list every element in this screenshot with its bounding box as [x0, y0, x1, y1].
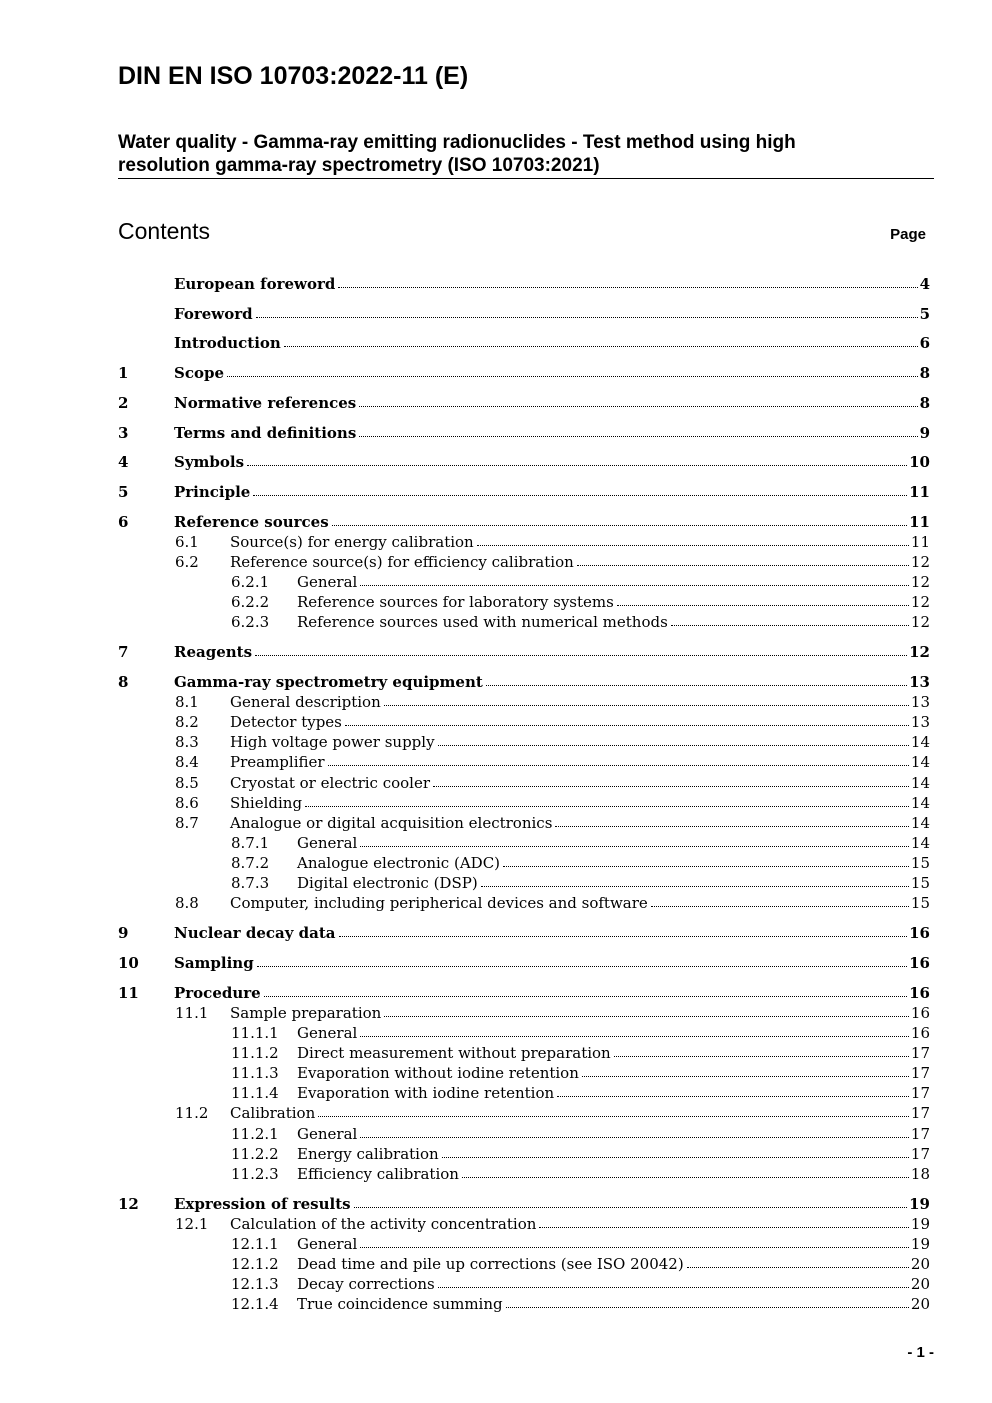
toc-entry-number: 12.1.4 — [231, 1295, 279, 1314]
toc-entry-number: 11.1.4 — [231, 1084, 279, 1103]
toc-dot-leader — [614, 1052, 909, 1057]
toc-entry-number: 8.7.3 — [231, 874, 270, 893]
toc-entry-number: 7 — [118, 643, 129, 662]
toc-dot-leader — [617, 601, 909, 606]
toc-dot-leader — [354, 1203, 908, 1208]
toc-entry-line — [297, 1063, 930, 1083]
toc-dot-leader — [438, 741, 909, 746]
toc-entry-number: 6.1 — [175, 532, 199, 551]
toc-entry-page: 19 — [909, 1194, 930, 1213]
toc-entry-title: Decay corrections — [297, 1275, 435, 1294]
toc-entry-line — [174, 642, 930, 662]
toc-entry[interactable] — [118, 423, 930, 443]
toc-entry-title: Energy calibration — [297, 1144, 439, 1163]
toc-entry[interactable] — [118, 1144, 930, 1164]
toc-entry-line — [297, 572, 930, 592]
toc-entry-title: General — [297, 573, 358, 592]
toc-entry-number: 6.2.2 — [231, 593, 270, 612]
toc-entry-title: Normative references — [174, 393, 357, 412]
toc-entry-line — [174, 333, 930, 353]
toc-entry-title: European foreword — [174, 275, 336, 293]
toc-entry-title: Reagents — [174, 643, 253, 662]
toc-dot-leader — [227, 372, 918, 377]
toc-dot-leader — [539, 1223, 909, 1228]
table-of-contents — [118, 0, 930, 1403]
toc-dot-leader — [359, 432, 917, 437]
toc-entry[interactable] — [118, 552, 930, 572]
toc-entry[interactable] — [118, 953, 930, 973]
toc-dot-leader — [318, 1112, 909, 1117]
toc-entry-number: 11.1 — [175, 1003, 209, 1022]
toc-entry-number: 8.7 — [175, 813, 199, 832]
toc-entry-line — [174, 953, 930, 973]
toc-entry-line — [174, 393, 930, 413]
toc-entry-page: 18 — [910, 1164, 930, 1183]
toc-dot-leader — [359, 402, 917, 407]
toc-entry[interactable] — [118, 773, 930, 793]
footer-page-number: - 1 - — [907, 1344, 934, 1361]
toc-entry-line — [297, 1043, 930, 1063]
toc-entry-number: 11.2 — [175, 1104, 209, 1123]
toc-entry-number: 8.8 — [175, 894, 199, 913]
toc-dot-leader — [582, 1072, 909, 1077]
toc-entry-page: 12 — [910, 573, 930, 592]
toc-dot-leader — [506, 1303, 909, 1308]
toc-entry-number: 11 — [118, 983, 139, 1002]
toc-entry[interactable] — [118, 732, 930, 752]
toc-dot-leader — [462, 1173, 909, 1178]
toc-entry-title: General — [297, 1124, 358, 1143]
toc-entry-title: Computer, including peripherical devices and software — [230, 894, 648, 913]
toc-entry-page: 13 — [909, 672, 930, 691]
toc-entry-line — [230, 893, 930, 913]
toc-entry-page: 17 — [910, 1104, 930, 1123]
toc-entry-title: Dead time and pile up corrections (see ISO 20042) — [297, 1255, 684, 1273]
toc-entry-page: 17 — [910, 1043, 930, 1062]
toc-entry[interactable] — [118, 304, 930, 324]
toc-entry-number: 12.1 — [175, 1214, 209, 1233]
toc-entry-page: 15 — [910, 874, 930, 893]
toc-entry-line — [174, 274, 930, 294]
toc-entry-page: 13 — [910, 713, 930, 732]
toc-entry-number: 8.2 — [175, 713, 199, 732]
toc-entry-page: 14 — [910, 773, 930, 792]
toc-dot-leader — [360, 1133, 909, 1138]
toc-entry[interactable] — [118, 642, 930, 662]
toc-entry[interactable] — [118, 612, 930, 632]
toc-entry-title: Sampling — [174, 953, 254, 972]
toc-entry[interactable] — [118, 1124, 930, 1144]
toc-entry-page: 5 — [919, 304, 930, 323]
toc-dot-leader — [555, 822, 909, 827]
toc-dot-leader — [481, 882, 909, 887]
toc-entry-page: 15 — [910, 894, 930, 913]
toc-entry-number: 11.2.2 — [231, 1144, 279, 1163]
toc-entry-line — [174, 672, 930, 692]
toc-entry[interactable] — [118, 1043, 930, 1063]
toc-entry-page: 19 — [910, 1214, 930, 1233]
toc-entry-line — [174, 983, 930, 1003]
toc-entry-number: 8 — [118, 672, 129, 691]
toc-entry-page: 14 — [910, 793, 930, 812]
toc-entry-title: Calibration — [230, 1104, 316, 1123]
toc-entry[interactable] — [118, 532, 930, 552]
toc-entry-line — [230, 773, 930, 793]
toc-dot-leader — [360, 842, 909, 847]
toc-entry-line — [174, 423, 930, 443]
toc-entry-title: Symbols — [174, 453, 245, 472]
toc-dot-leader — [486, 681, 907, 686]
toc-dot-leader — [257, 962, 907, 967]
toc-entry-number: 12.1.2 — [231, 1255, 279, 1273]
toc-dot-leader — [671, 621, 909, 626]
toc-entry-line — [297, 1234, 930, 1254]
toc-entry[interactable] — [118, 983, 930, 1003]
toc-entry-line — [297, 873, 930, 893]
toc-entry-number: 8.6 — [175, 793, 199, 812]
toc-entry-title: Digital electronic (DSP) — [297, 874, 478, 893]
toc-entry-number: 4 — [118, 453, 129, 472]
toc-entry[interactable] — [118, 873, 930, 893]
toc-entry-number: 8.7.1 — [231, 833, 270, 852]
toc-entry-page: 20 — [910, 1255, 930, 1273]
toc-entry-number: 3 — [118, 423, 129, 442]
toc-entry-page: 8 — [919, 364, 930, 383]
toc-entry-number: 8.1 — [175, 692, 199, 711]
toc-entry[interactable] — [118, 274, 930, 294]
toc-entry-page: 8 — [919, 393, 930, 412]
toc-entry-number: 12.1.3 — [231, 1275, 279, 1294]
toc-entry-page: 17 — [910, 1064, 930, 1083]
toc-entry-title: Calculation of the activity concentration — [230, 1214, 537, 1233]
contents-heading: Contents — [118, 218, 211, 244]
toc-dot-leader — [345, 721, 909, 726]
document-id: DIN EN ISO 10703:2022-11 (E) — [118, 62, 469, 90]
toc-dot-leader — [339, 932, 908, 937]
toc-entry-title: Cryostat or electric cooler — [230, 773, 431, 792]
toc-entry-number: 8.3 — [175, 733, 199, 752]
toc-dot-leader — [305, 802, 909, 807]
toc-dot-leader — [360, 1243, 909, 1248]
toc-entry-line — [174, 452, 930, 472]
toc-entry-number: 2 — [118, 393, 129, 412]
toc-entry-title: Preamplifier — [230, 753, 325, 772]
toc-dot-leader — [360, 1032, 909, 1037]
toc-entry-line — [297, 1274, 930, 1294]
toc-entry-line — [230, 793, 930, 813]
toc-entry-page: 6 — [919, 334, 930, 353]
toc-entry-page: 20 — [910, 1275, 930, 1294]
toc-entry-title: Introduction — [174, 334, 281, 353]
toc-entry-line — [297, 1144, 930, 1164]
toc-entry[interactable] — [118, 452, 930, 472]
toc-entry-line — [297, 1164, 930, 1184]
document-subtitle: Water quality - Gamma-ray emitting radionuclides - Test method using high resolution gamma-ray spectrometry (ISO 10703:2021) — [118, 132, 796, 176]
toc-entry-number: 8.4 — [175, 753, 199, 772]
toc-entry[interactable] — [118, 692, 930, 712]
toc-entry-title: Shielding — [230, 793, 303, 812]
toc-entry-page: 20 — [910, 1295, 930, 1314]
toc-entry-page: 17 — [910, 1084, 930, 1103]
toc-entry-title: Reference sources for laboratory systems — [297, 593, 614, 612]
toc-entry-title: Principle — [174, 482, 251, 501]
toc-entry-title: Efficiency calibration — [297, 1164, 459, 1183]
toc-entry-page: 16 — [910, 1003, 930, 1022]
toc-entry-line — [297, 612, 930, 632]
toc-entry-page: 14 — [910, 733, 930, 752]
toc-entry-page: 19 — [910, 1234, 930, 1253]
toc-entry-number: 6.2 — [175, 552, 199, 571]
toc-entry-title: Foreword — [174, 304, 253, 323]
toc-entry-line — [297, 592, 930, 612]
toc-entry-page: 14 — [910, 813, 930, 832]
toc-dot-leader — [284, 342, 918, 347]
toc-entry-title: Nuclear decay data — [174, 924, 336, 943]
toc-entry-line — [297, 1254, 930, 1274]
toc-entry-title: General description — [230, 692, 381, 711]
toc-entry-number: 11.1.1 — [231, 1023, 279, 1042]
toc-entry-line — [230, 813, 930, 833]
toc-entry[interactable] — [118, 712, 930, 732]
toc-entry-number: 11.2.3 — [231, 1164, 279, 1183]
toc-entry[interactable] — [118, 1254, 930, 1274]
toc-entry[interactable] — [118, 572, 930, 592]
toc-entry-number: 1 — [118, 364, 129, 383]
toc-entry-line — [230, 712, 930, 732]
toc-entry-page: 11 — [910, 532, 930, 551]
toc-entry[interactable] — [118, 1164, 930, 1184]
toc-entry-title: Reference source(s) for efficiency calibration — [230, 552, 574, 571]
toc-entry-title: Analogue or digital acquisition electronics — [230, 813, 553, 832]
toc-entry[interactable] — [118, 893, 930, 913]
toc-entry[interactable] — [118, 363, 930, 383]
toc-entry-title: Terms and definitions — [174, 423, 357, 442]
toc-entry-number: 11.2.1 — [231, 1124, 279, 1143]
toc-entry-number: 11.1.2 — [231, 1043, 279, 1062]
toc-entry-title: Procedure — [174, 983, 261, 1002]
toc-dot-leader — [360, 581, 909, 586]
toc-dot-leader — [503, 862, 909, 867]
toc-entry[interactable] — [118, 512, 930, 532]
toc-entry-line — [297, 1294, 930, 1314]
toc-entry[interactable] — [118, 1214, 930, 1234]
toc-entry-line — [174, 1194, 930, 1214]
toc-dot-leader — [256, 313, 918, 318]
toc-dot-leader — [557, 1092, 909, 1097]
toc-entry-page: 4 — [919, 275, 930, 293]
toc-entry-title: General — [297, 1023, 358, 1042]
toc-entry-title: General — [297, 833, 358, 852]
toc-dot-leader — [384, 1012, 909, 1017]
toc-entry-page: 17 — [910, 1144, 930, 1163]
toc-entry[interactable] — [118, 333, 930, 353]
toc-entry-page: 10 — [909, 453, 930, 472]
toc-entry[interactable] — [118, 393, 930, 413]
toc-entry-number: 8.5 — [175, 773, 199, 792]
toc-dot-leader — [384, 701, 909, 706]
toc-entry-page: 16 — [909, 953, 930, 972]
toc-entry-number: 8.7.2 — [231, 854, 270, 873]
toc-entry-number: 6.2.3 — [231, 613, 270, 632]
toc-dot-leader — [255, 651, 907, 656]
toc-entry-line — [230, 732, 930, 752]
toc-entry[interactable] — [118, 813, 930, 833]
toc-entry-title: High voltage power supply — [230, 733, 435, 752]
toc-entry-title: Detector types — [230, 713, 342, 732]
toc-entry-page: 16 — [909, 983, 930, 1002]
toc-dot-leader — [264, 992, 907, 997]
toc-entry[interactable] — [118, 592, 930, 612]
toc-entry-page: 14 — [910, 833, 930, 852]
toc-entry[interactable] — [118, 1274, 930, 1294]
toc-dot-leader — [477, 541, 909, 546]
toc-entry-page: 11 — [909, 512, 930, 531]
toc-entry[interactable] — [118, 793, 930, 813]
toc-entry-number: 6.2.1 — [231, 573, 270, 592]
toc-entry-line — [230, 692, 930, 712]
toc-entry-page: 11 — [909, 482, 930, 501]
toc-entry[interactable] — [118, 923, 930, 943]
toc-entry-line — [230, 752, 930, 772]
toc-entry[interactable] — [118, 1023, 930, 1043]
toc-dot-leader — [338, 283, 917, 288]
toc-entry-line — [230, 1214, 930, 1234]
toc-entry-number: 5 — [118, 482, 129, 501]
toc-entry-line — [297, 1023, 930, 1043]
toc-entry-number: 6 — [118, 512, 129, 531]
toc-entry-title: General — [297, 1234, 358, 1253]
toc-entry[interactable] — [118, 1083, 930, 1103]
toc-entry-title: Gamma-ray spectrometry equipment — [174, 672, 483, 691]
toc-entry-title: Scope — [174, 364, 225, 383]
toc-dot-leader — [442, 1153, 909, 1158]
toc-entry-line — [230, 1003, 930, 1023]
toc-entry-title: Evaporation with iodine retention — [297, 1084, 555, 1103]
toc-entry-number: 9 — [118, 924, 129, 943]
toc-entry-title: Expression of results — [174, 1194, 351, 1213]
toc-entry-title: Source(s) for energy calibration — [230, 532, 474, 551]
toc-entry-line — [230, 1103, 930, 1123]
toc-entry[interactable] — [118, 672, 930, 692]
toc-entry-page: 12 — [910, 593, 930, 612]
toc-entry-line — [174, 363, 930, 383]
toc-dot-leader — [651, 902, 909, 907]
toc-entry-line — [297, 1124, 930, 1144]
toc-dot-leader — [687, 1263, 909, 1268]
toc-entry-number: 10 — [118, 953, 139, 972]
toc-dot-leader — [328, 761, 909, 766]
toc-entry-page: 15 — [910, 854, 930, 873]
toc-entry-line — [297, 853, 930, 873]
toc-entry-page: 16 — [909, 924, 930, 943]
toc-dot-leader — [438, 1283, 909, 1288]
toc-entry-title: Reference sources used with numerical methods — [297, 613, 668, 632]
toc-entry-line — [174, 304, 930, 324]
toc-entry-number: 11.1.3 — [231, 1064, 279, 1083]
toc-entry[interactable] — [118, 833, 930, 853]
toc-entry-title: Analogue electronic (ADC) — [297, 854, 501, 873]
toc-entry-line — [174, 482, 930, 502]
toc-entry-number: 12.1.1 — [231, 1234, 279, 1253]
toc-entry-line — [174, 512, 930, 532]
toc-entry[interactable] — [118, 1234, 930, 1254]
toc-entry-line — [230, 532, 930, 552]
toc-entry[interactable] — [118, 853, 930, 873]
toc-entry[interactable] — [118, 1294, 930, 1314]
toc-entry-page: 13 — [910, 692, 930, 711]
toc-entry-page: 16 — [910, 1023, 930, 1042]
toc-entry-page: 12 — [909, 643, 930, 662]
toc-dot-leader — [247, 461, 907, 466]
toc-entry-title: True coincidence summing — [297, 1295, 503, 1314]
toc-entry[interactable] — [118, 1194, 930, 1214]
toc-entry-page: 9 — [919, 423, 930, 442]
page-column-label: Page — [890, 226, 926, 243]
toc-entry-number: 12 — [118, 1194, 139, 1213]
toc-dot-leader — [332, 521, 907, 526]
toc-dot-leader — [253, 491, 907, 496]
toc-entry-line — [297, 1083, 930, 1103]
toc-entry-line — [297, 833, 930, 853]
toc-entry-title: Reference sources — [174, 512, 329, 531]
toc-entry-title: Direct measurement without preparation — [297, 1043, 611, 1062]
toc-entry-line — [174, 923, 930, 943]
toc-entry-line — [230, 552, 930, 572]
toc-entry-page: 12 — [910, 613, 930, 632]
toc-entry[interactable] — [118, 752, 930, 772]
toc-dot-leader — [577, 561, 909, 566]
toc-entry[interactable] — [118, 1063, 930, 1083]
toc-entry-title: Sample preparation — [230, 1003, 382, 1022]
toc-entry-page: 14 — [910, 753, 930, 772]
toc-entry-title: Evaporation without iodine retention — [297, 1064, 579, 1083]
toc-dot-leader — [433, 782, 909, 787]
toc-entry[interactable] — [118, 1103, 930, 1123]
toc-entry[interactable] — [118, 1003, 930, 1023]
toc-entry-page: 12 — [910, 552, 930, 571]
toc-entry-page: 17 — [910, 1124, 930, 1143]
toc-entry[interactable] — [118, 482, 930, 502]
